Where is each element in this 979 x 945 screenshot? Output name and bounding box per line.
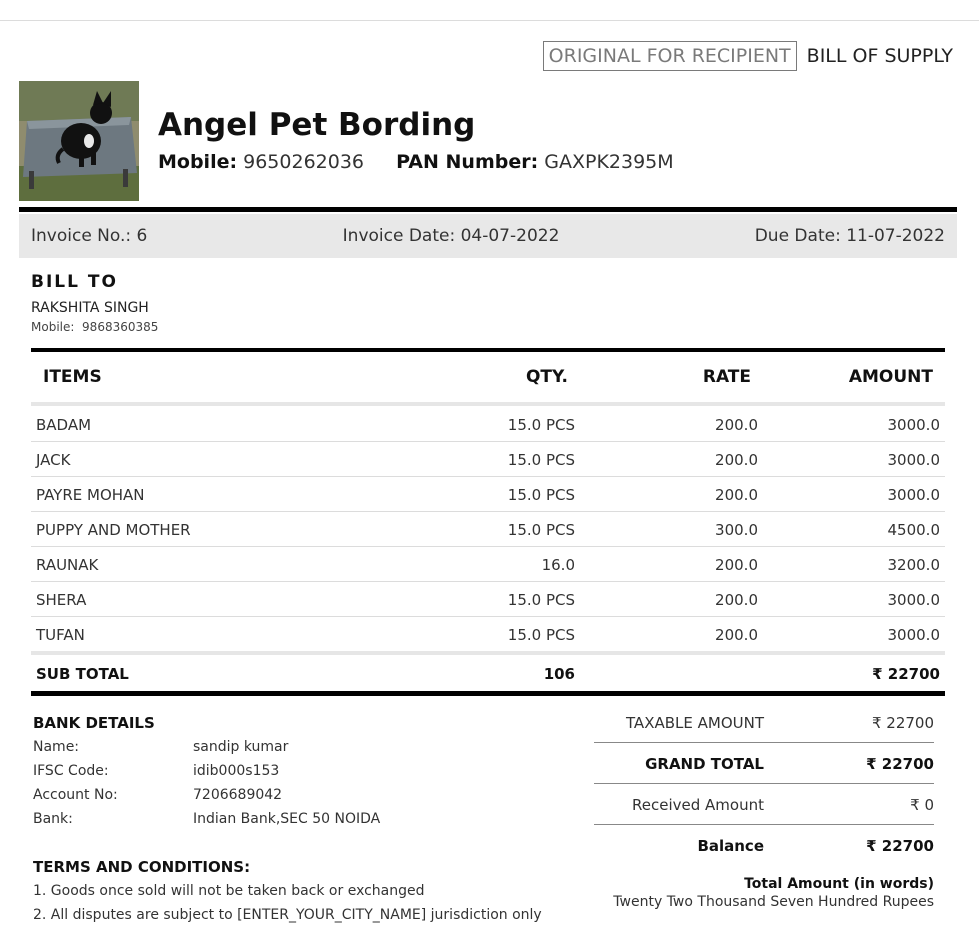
bank-value: Indian Bank,SEC 50 NOIDA bbox=[193, 811, 381, 827]
taxable-label: TAXABLE AMOUNT bbox=[625, 714, 764, 732]
item-name: SHERA bbox=[36, 591, 87, 609]
header-divider bbox=[19, 207, 957, 212]
customer-mobile-label: Mobile: bbox=[31, 320, 75, 334]
items-top-rule bbox=[31, 348, 945, 352]
bank-label: Bank: bbox=[33, 811, 73, 827]
term-item: 1. Goods once sold will not be taken back or exchanged bbox=[33, 883, 425, 899]
amount-in-words-value: Twenty Two Thousand Seven Hundred Rupees bbox=[613, 894, 934, 910]
top-divider bbox=[0, 20, 979, 21]
item-qty: 15.0 PCS bbox=[507, 486, 575, 504]
summary-divider bbox=[594, 742, 934, 743]
item-amount: 4500.0 bbox=[887, 521, 940, 539]
items-bottom-rule bbox=[31, 691, 945, 696]
subtotal-label: SUB TOTAL bbox=[36, 665, 129, 683]
business-contacts bbox=[158, 151, 674, 173]
invoice-info-bar bbox=[19, 214, 957, 258]
item-rate: 200.0 bbox=[715, 486, 758, 504]
terms-heading: TERMS AND CONDITIONS: bbox=[33, 858, 251, 876]
invoice-number: Invoice No.: 6 bbox=[31, 226, 148, 246]
grand-total-value: ₹ 22700 bbox=[866, 755, 934, 773]
bank-label: Name: bbox=[33, 739, 80, 755]
customer-mobile bbox=[31, 320, 158, 334]
bank-label: IFSC Code: bbox=[33, 763, 109, 779]
item-rate: 200.0 bbox=[715, 591, 758, 609]
received-amount-row bbox=[594, 796, 934, 836]
item-qty: 15.0 PCS bbox=[507, 591, 575, 609]
col-amount: AMOUNT bbox=[848, 367, 933, 387]
customer-mobile-value: 9868360385 bbox=[82, 320, 159, 334]
received-value: ₹ 0 bbox=[910, 796, 934, 814]
mobile-label: Mobile: bbox=[158, 151, 238, 173]
customer-name: RAKSHITA SINGH bbox=[31, 300, 149, 316]
bank-row bbox=[33, 811, 380, 827]
item-amount: 3000.0 bbox=[887, 486, 940, 504]
items-header-row bbox=[31, 353, 945, 401]
item-amount: 3000.0 bbox=[887, 626, 940, 644]
item-name: TUFAN bbox=[36, 626, 85, 644]
table-row bbox=[31, 476, 945, 512]
item-rate: 200.0 bbox=[715, 451, 758, 469]
balance-row bbox=[594, 837, 934, 877]
table-row bbox=[31, 441, 945, 477]
item-qty: 15.0 PCS bbox=[507, 451, 575, 469]
col-items: ITEMS bbox=[43, 367, 102, 387]
col-rate: RATE bbox=[702, 367, 751, 387]
item-name: RAUNAK bbox=[36, 556, 99, 574]
taxable-value: ₹ 22700 bbox=[871, 714, 934, 732]
business-mobile: 9650262036 bbox=[243, 151, 365, 173]
bill-type-label: BILL OF SUPPLY bbox=[806, 45, 953, 67]
table-row bbox=[31, 546, 945, 582]
invoice-date: Invoice Date: 04-07-2022 bbox=[342, 226, 560, 246]
received-label: Received Amount bbox=[632, 796, 764, 814]
bank-value: sandip kumar bbox=[193, 739, 289, 755]
pan-label: PAN Number: bbox=[396, 151, 539, 173]
amount-in-words-label: Total Amount (in words) bbox=[744, 876, 934, 892]
item-rate: 200.0 bbox=[715, 556, 758, 574]
term-item: 2. All disputes are subject to [ENTER_YOUR_CITY_NAME] jurisdiction only bbox=[33, 907, 542, 923]
subtotal-qty: 106 bbox=[543, 665, 575, 683]
summary-divider bbox=[594, 783, 934, 784]
bank-label: Account No: bbox=[33, 787, 118, 803]
table-row bbox=[31, 616, 945, 651]
balance-label: Balance bbox=[697, 837, 764, 855]
subtotal-amount: ₹ 22700 bbox=[872, 665, 940, 683]
bill-to-heading: BILL TO bbox=[31, 272, 118, 292]
original-for-recipient-badge: ORIGINAL FOR RECIPIENT bbox=[543, 41, 797, 71]
bank-value: idib000s153 bbox=[193, 763, 280, 779]
bank-row bbox=[33, 763, 279, 779]
business-name: Angel Pet Bording bbox=[158, 107, 476, 143]
item-name: PUPPY AND MOTHER bbox=[36, 521, 191, 539]
dog-photo-icon bbox=[19, 81, 139, 201]
item-qty: 16.0 bbox=[541, 556, 575, 574]
taxable-amount-row bbox=[594, 714, 934, 754]
document-type-header bbox=[543, 41, 953, 71]
item-qty: 15.0 PCS bbox=[507, 521, 575, 539]
due-date: Due Date: 11-07-2022 bbox=[754, 226, 945, 246]
bank-value: 7206689042 bbox=[193, 787, 283, 803]
subtotal-divider bbox=[31, 651, 945, 655]
item-amount: 3000.0 bbox=[887, 591, 940, 609]
grand-total-label: GRAND TOTAL bbox=[645, 755, 764, 773]
item-name: BADAM bbox=[36, 416, 92, 434]
bank-row bbox=[33, 739, 288, 755]
bank-row bbox=[33, 787, 282, 803]
table-row bbox=[31, 406, 945, 442]
item-rate: 300.0 bbox=[715, 521, 758, 539]
summary-divider bbox=[594, 824, 934, 825]
grand-total-row bbox=[594, 755, 934, 795]
item-name: JACK bbox=[36, 451, 71, 469]
subtotal-row bbox=[31, 656, 945, 692]
item-name: PAYRE MOHAN bbox=[36, 486, 145, 504]
business-pan: GAXPK2395M bbox=[544, 151, 674, 173]
item-qty: 15.0 PCS bbox=[507, 416, 575, 434]
item-rate: 200.0 bbox=[715, 626, 758, 644]
balance-value: ₹ 22700 bbox=[866, 837, 934, 855]
col-qty: QTY. bbox=[525, 367, 568, 387]
item-amount: 3000.0 bbox=[887, 416, 940, 434]
table-row bbox=[31, 511, 945, 547]
item-rate: 200.0 bbox=[715, 416, 758, 434]
item-qty: 15.0 PCS bbox=[507, 626, 575, 644]
item-amount: 3200.0 bbox=[887, 556, 940, 574]
bank-details-heading: BANK DETAILS bbox=[33, 714, 155, 732]
table-row bbox=[31, 581, 945, 617]
item-amount: 3000.0 bbox=[887, 451, 940, 469]
